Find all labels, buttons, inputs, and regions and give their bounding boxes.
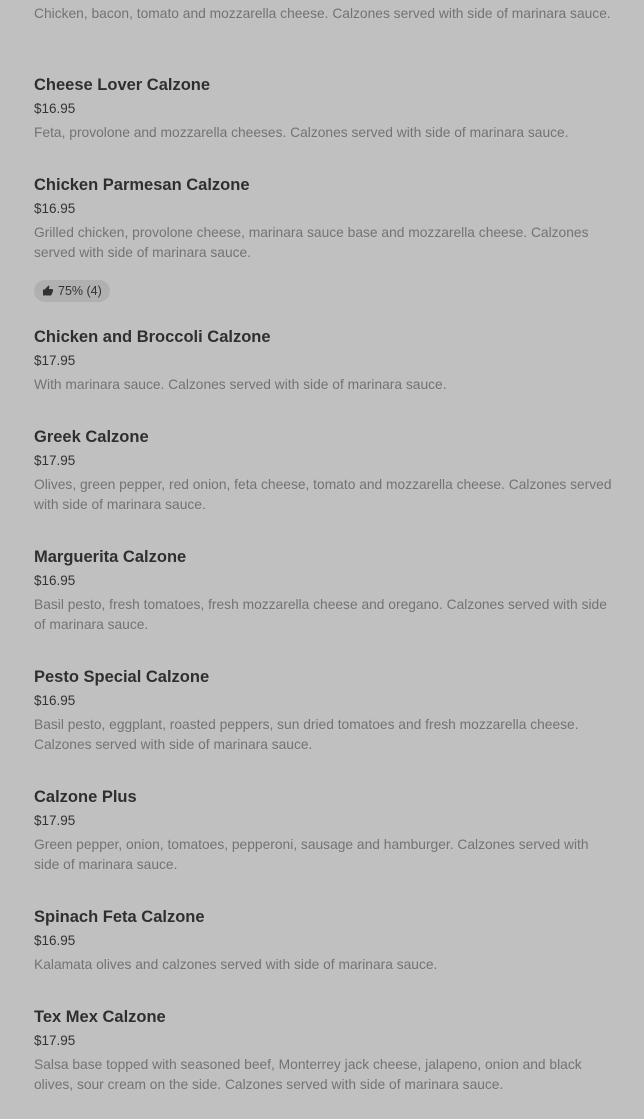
item-name: Spinach Feta Calzone — [34, 908, 205, 926]
menu-item-marguerita-calzone[interactable] — [34, 547, 614, 635]
item-description: Basil pesto, eggplant, roasted peppers, sun dried tomatoes and fresh mozzarella cheese. Calzones served with side of marinara sauce. — [34, 717, 579, 752]
item-description: Feta, provolone and mozzarella cheeses. Calzones served with side of marinara sauce. — [34, 125, 569, 140]
menu-item-pesto-special-calzone[interactable] — [34, 667, 614, 755]
menu-item-tex-mex-calzone[interactable] — [34, 1007, 614, 1095]
item-name: Cheese Lover Calzone — [34, 76, 211, 94]
item-name: Chicken Parmesan Calzone — [34, 176, 250, 194]
menu-item-greek-calzone[interactable] — [34, 427, 614, 515]
item-price: $16.95 — [34, 693, 76, 708]
rating-text: 75% (4) — [58, 284, 102, 298]
item-description: Olives, green pepper, red onion, feta cheese, tomato and mozzarella cheese. Calzones served with side of marinara sauce. — [34, 477, 612, 512]
item-name: Greek Calzone — [34, 428, 149, 446]
item-name: Tex Mex Calzone — [34, 1008, 166, 1026]
thumbs-up-icon — [42, 285, 54, 297]
item-price: $17.95 — [34, 1033, 76, 1048]
menu-item-chicken-broccoli-calzone[interactable] — [34, 327, 614, 395]
item-price: $16.95 — [34, 101, 76, 116]
menu-item-partial[interactable] — [34, 4, 614, 24]
menu-item-chicken-parmesan-calzone[interactable] — [34, 175, 614, 298]
item-description: Salsa base topped with seasoned beef, Monterrey jack cheese, jalapeno, onion and black olives, sour cream on the side. Calzones served with side of marinara sauce. — [34, 1057, 582, 1092]
item-description: Basil pesto, fresh tomatoes, fresh mozzarella cheese and oregano. Calzones served with side of marinara sauce. — [34, 597, 607, 632]
item-description: Kalamata olives and calzones served with side of marinara sauce. — [34, 957, 438, 972]
item-description: Green pepper, onion, tomatoes, pepperoni, sausage and hamburger. Calzones served with side of marinara sauce. — [34, 837, 589, 872]
menu-item-calzone-plus[interactable] — [34, 787, 614, 875]
item-price: $16.95 — [34, 201, 76, 216]
item-price: $17.95 — [34, 813, 76, 828]
item-price: $16.95 — [34, 573, 76, 588]
item-name: Marguerita Calzone — [34, 548, 187, 566]
menu-item-cheese-lover-calzone[interactable] — [34, 75, 614, 143]
item-price: $17.95 — [34, 453, 76, 468]
item-name: Calzone Plus — [34, 788, 137, 806]
item-description: Chicken, bacon, tomato and mozzarella cheese. Calzones served with side of marinara sauce. — [34, 6, 611, 21]
item-name: Pesto Special Calzone — [34, 668, 210, 686]
item-name: Chicken and Broccoli Calzone — [34, 328, 271, 346]
menu-item-spinach-feta-calzone[interactable] — [34, 907, 614, 975]
item-price: $17.95 — [34, 353, 76, 368]
rating-badge — [34, 280, 110, 302]
item-price: $16.95 — [34, 933, 76, 948]
item-description: With marinara sauce. Calzones served with side of marinara sauce. — [34, 377, 447, 392]
item-description: Grilled chicken, provolone cheese, marinara sauce base and mozzarella cheese. Calzones served with side of marinara sauce. — [34, 225, 589, 260]
